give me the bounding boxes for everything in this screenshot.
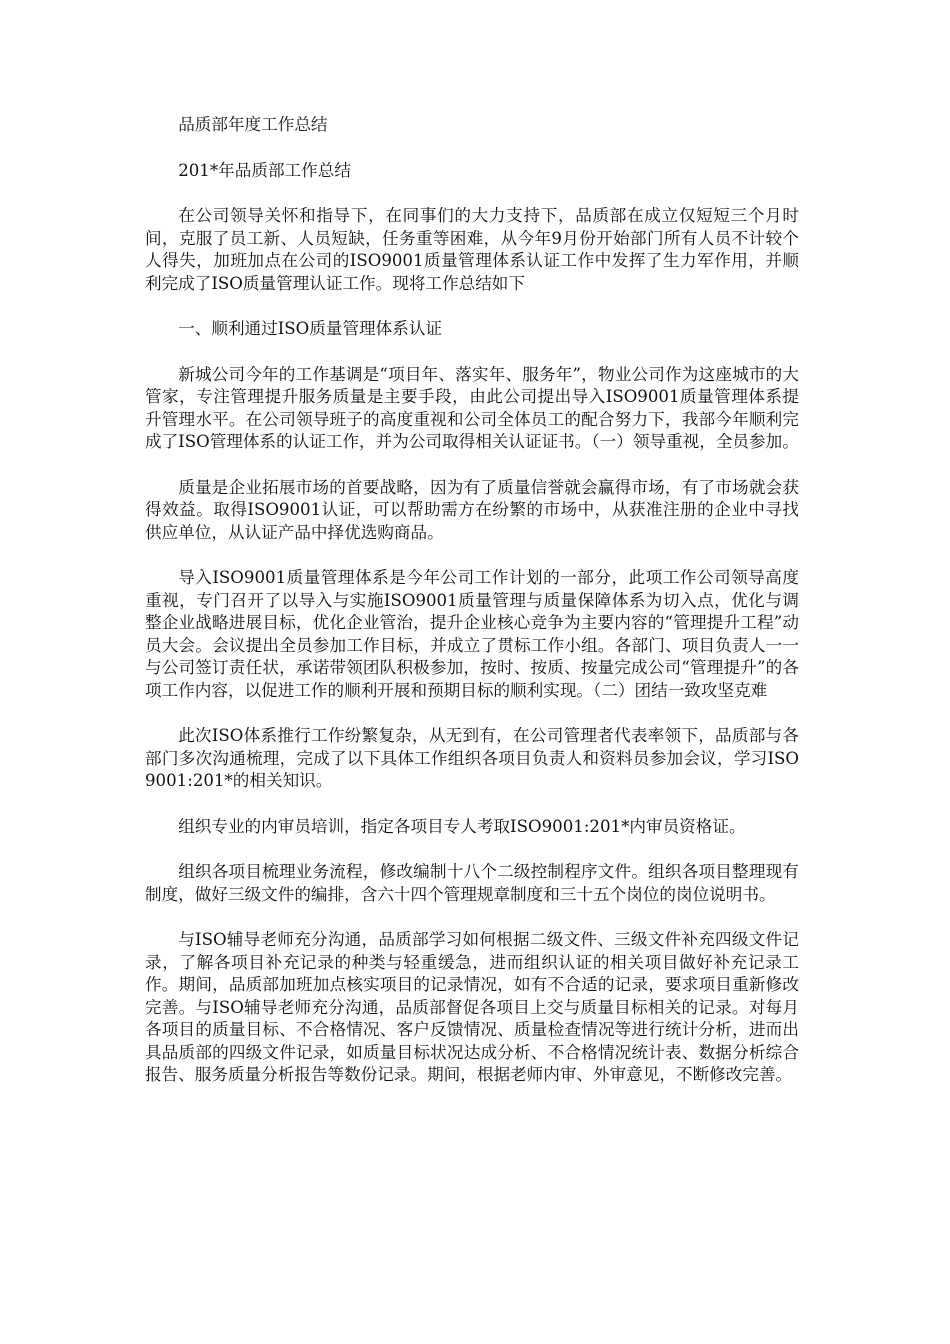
paragraph-intro: 在公司领导关怀和指导下，在同事们的大力支持下，品质部在成立仅短短三个月时间，克服了员工新、人员短缺，任务重等困难，从今年9月份开始部门所有人员不计较个人得失，加班加点在公司的ISO9001质量管理体系认证工作中发挥了生力军作用，并顺利完成了ISO质量管理认证工作。现将工作总结如下 xyxy=(145,206,799,293)
document-subtitle: 201*年品质部工作总结 xyxy=(178,160,351,180)
paragraph-6: 组织专业的内审员培训，指定各项目专人考取ISO9001:201*内审员资格证。 xyxy=(178,816,746,836)
paragraph-8: 与ISO辅导老师充分沟通，品质部学习如何根据二级文件、三级文件补充四级文件记录，了解各项目补充记录的种类与轻重缓急，进而组织认证的相关项目做好补充记录工作。期间，品质部加班加点核实项目的记录情况，如有不合适的记录，要求项目重新修改完善。与ISO辅导老师充分沟通，品质部督促各项目上交与质量目标相关的记录。对每月各项目的质量目标、不合格情况、客户反馈情况、质量检查情况等进行统计分析，进而出具品质部的四级文件记录，如质量目标状况达成分析、不合格情况统计表、数据分析综合报告、服务质量分析报告等数份记录。期间，根据老师内审、外审意见，不断修改完善。 xyxy=(145,930,799,1084)
paragraph-4: 导入ISO9001质量管理体系是今年公司工作计划的一部分，此项工作公司领导高度重视，专门召开了以导入与实施ISO9001质量管理与质量保障体系为切入点，优化与调整企业战略进展目标，优化企业管治，提升企业核心竞争为主要内容的“管理提升工程”动员大会。会议提出全员参加工作目标，并成立了贯标工作小组。各部门、项目负责人一一与公司签订责任状，承诺带领团队积极参加，按时、按质、按量完成公司“管理提升”的各项工作内容，以促进工作的顺利开展和预期目标的顺利实现。（二）团结一致攻坚克难 xyxy=(145,568,799,700)
paragraph-2: 新城公司今年的工作基调是“项目年、落实年、服务年”，物业公司作为这座城市的大管家，专注管理提升服务质量是主要手段，由此公司提出导入ISO9001质量管理体系提升管理水平。在公司领导班子的高度重视和公司全体员工的配合努力下，我部今年顺利完成了ISO管理体系的认证工作，并为公司取得相关认证证书。（一）领导重视，全员参加。 xyxy=(145,364,799,451)
paragraph-5: 此次ISO体系推行工作纷繁复杂，从无到有，在公司管理者代表率领下，品质部与各部门多次沟通梳理，完成了以下具体工作组织各项目负责人和资料员参加会议，学习ISO9001:201*的相关知识。 xyxy=(145,726,799,790)
paragraph-7: 组织各项目梳理业务流程，修改编制十八个二级控制程序文件。组织各项目整理现有制度，做好三级文件的编排，含六十四个管理规章制度和三十五个岗位的岗位说明书。 xyxy=(145,862,799,904)
document-body xyxy=(145,114,799,1110)
section-heading-1: 一、顺利通过ISO质量管理体系认证 xyxy=(178,319,443,338)
paragraph-3: 质量是企业拓展市场的首要战略，因为有了质量信誉就会赢得市场，有了市场就会获得效益。取得ISO9001认证，可以帮助需方在纷繁的市场中，从获准注册的企业中寻找供应单位，从认证产品中择优选购商品。 xyxy=(145,477,799,542)
document-title: 品质部年度工作总结 xyxy=(178,115,328,134)
